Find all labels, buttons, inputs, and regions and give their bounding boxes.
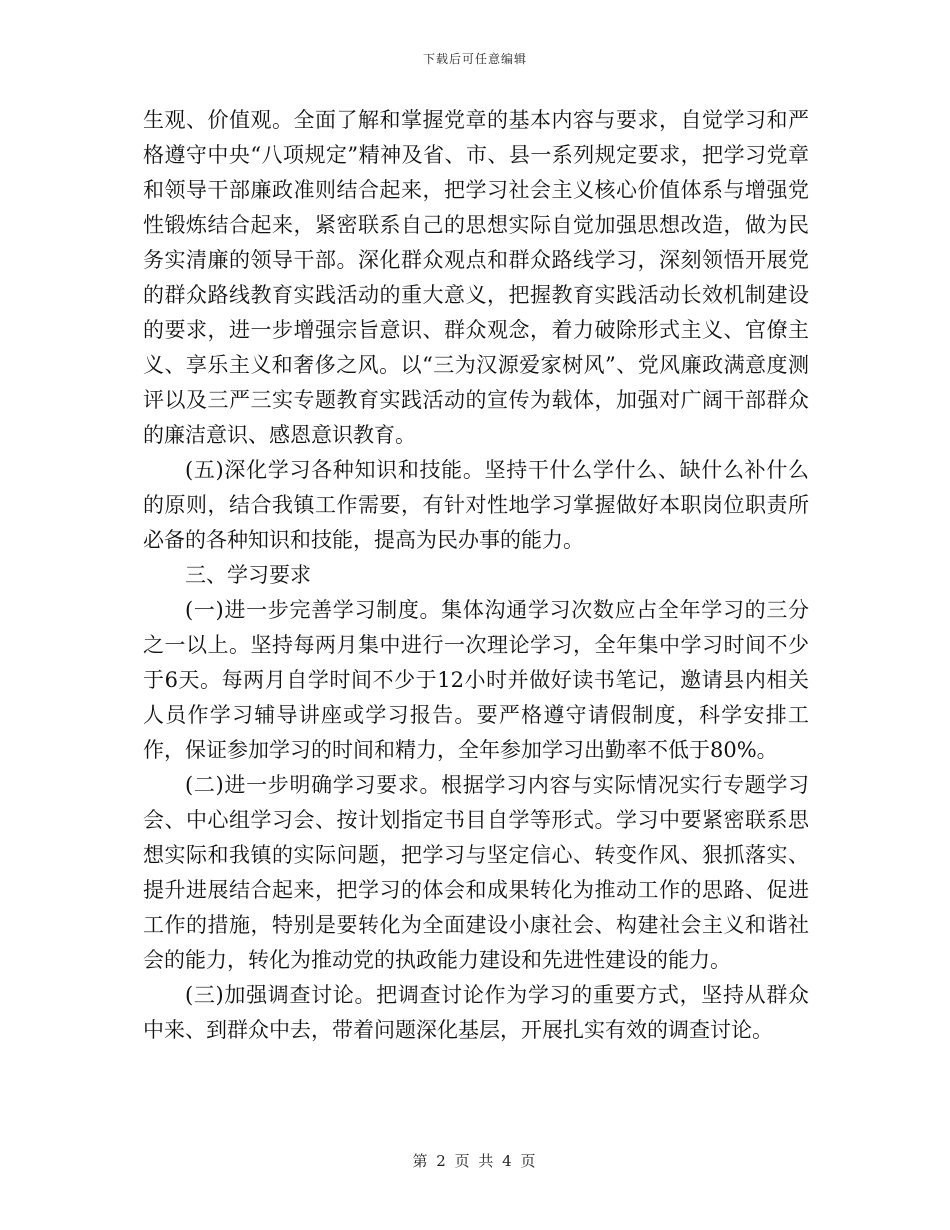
paragraph-2: (五)深化学习各种知识和技能。坚持干什么学什么、缺什么补什么的原则，结合我镇工作需要，有针对性地学习掌握做好本职岗位职责所必备的各种知识和技能，提高为民办事的能力。 — [143, 458, 809, 552]
paragraph-4: (二)进一步明确学习要求。根据学习内容与实际情况实行专题学习会、中心组学习会、按计划指定书目自学等形式。学习中要紧密联系思想实际和我镇的实际问题，把学习与坚定信心、转变作风、狠抓落实、提升进展结合起来，把学习的体会和成果转化为推动工作的思路、促进工作的措施，特别是要转化为全面建设小康社会、构建社会主义和谐社会的能力，转化为推动党的执政能力建设和先进性建设的能力。 — [143, 773, 809, 972]
paragraph-3: (一)进一步完善学习制度。集体沟通学习次数应占全年学习的三分之一以上。坚持每两月集中进行一次理论学习，全年集中学习时间不少于6天。每两月自学时间不少于12小时并做好读书笔记，邀请县内相关人员作学习辅导讲座或学习报告。要严格遵守请假制度，科学安排工作，保证参加学习的时间和精力，全年参加学习出勤率不低于80%。 — [143, 598, 809, 762]
paragraph-1: 生观、价值观。全面了解和掌握党章的基本内容与要求，自觉学习和严格遵守中央“八项规定”精神及省、市、县一系列规定要求，把学习党章和领导干部廉政准则结合起来，把学习社会主义核心价值体系与增强党性锻炼结合起来，紧密联系自己的思想实际自觉加强思想改造，做为民务实清廉的领导干部。深化群众观点和群众路线学习，深刻领悟开展党的群众路线教育实践活动的重大意义，把握教育实践活动长效机制建设的要求，进一步增强宗旨意识、群众观念，着力破除形式主义、官僚主义、享乐主义和奢侈之风。以“三为汉源爱家树风”、党风廉政满意度测评以及三严三实专题教育实践活动的宣传为载体，加强对广阔干部群众的廉洁意识、感恩意识教育。 — [143, 108, 809, 447]
page-header: 下载后可任意编辑 — [422, 52, 527, 66]
paragraph-5: (三)加强调查讨论。把调查讨论作为学习的重要方式，坚持从群众中来、到群众中去，带着问题深化基层，开展扎实有效的调查讨论。 — [143, 983, 809, 1042]
document-body — [143, 103, 809, 1048]
page-number: 第 2 页 共 4 页 — [412, 1152, 538, 1170]
section-heading: 三、学习要求 — [185, 563, 311, 587]
